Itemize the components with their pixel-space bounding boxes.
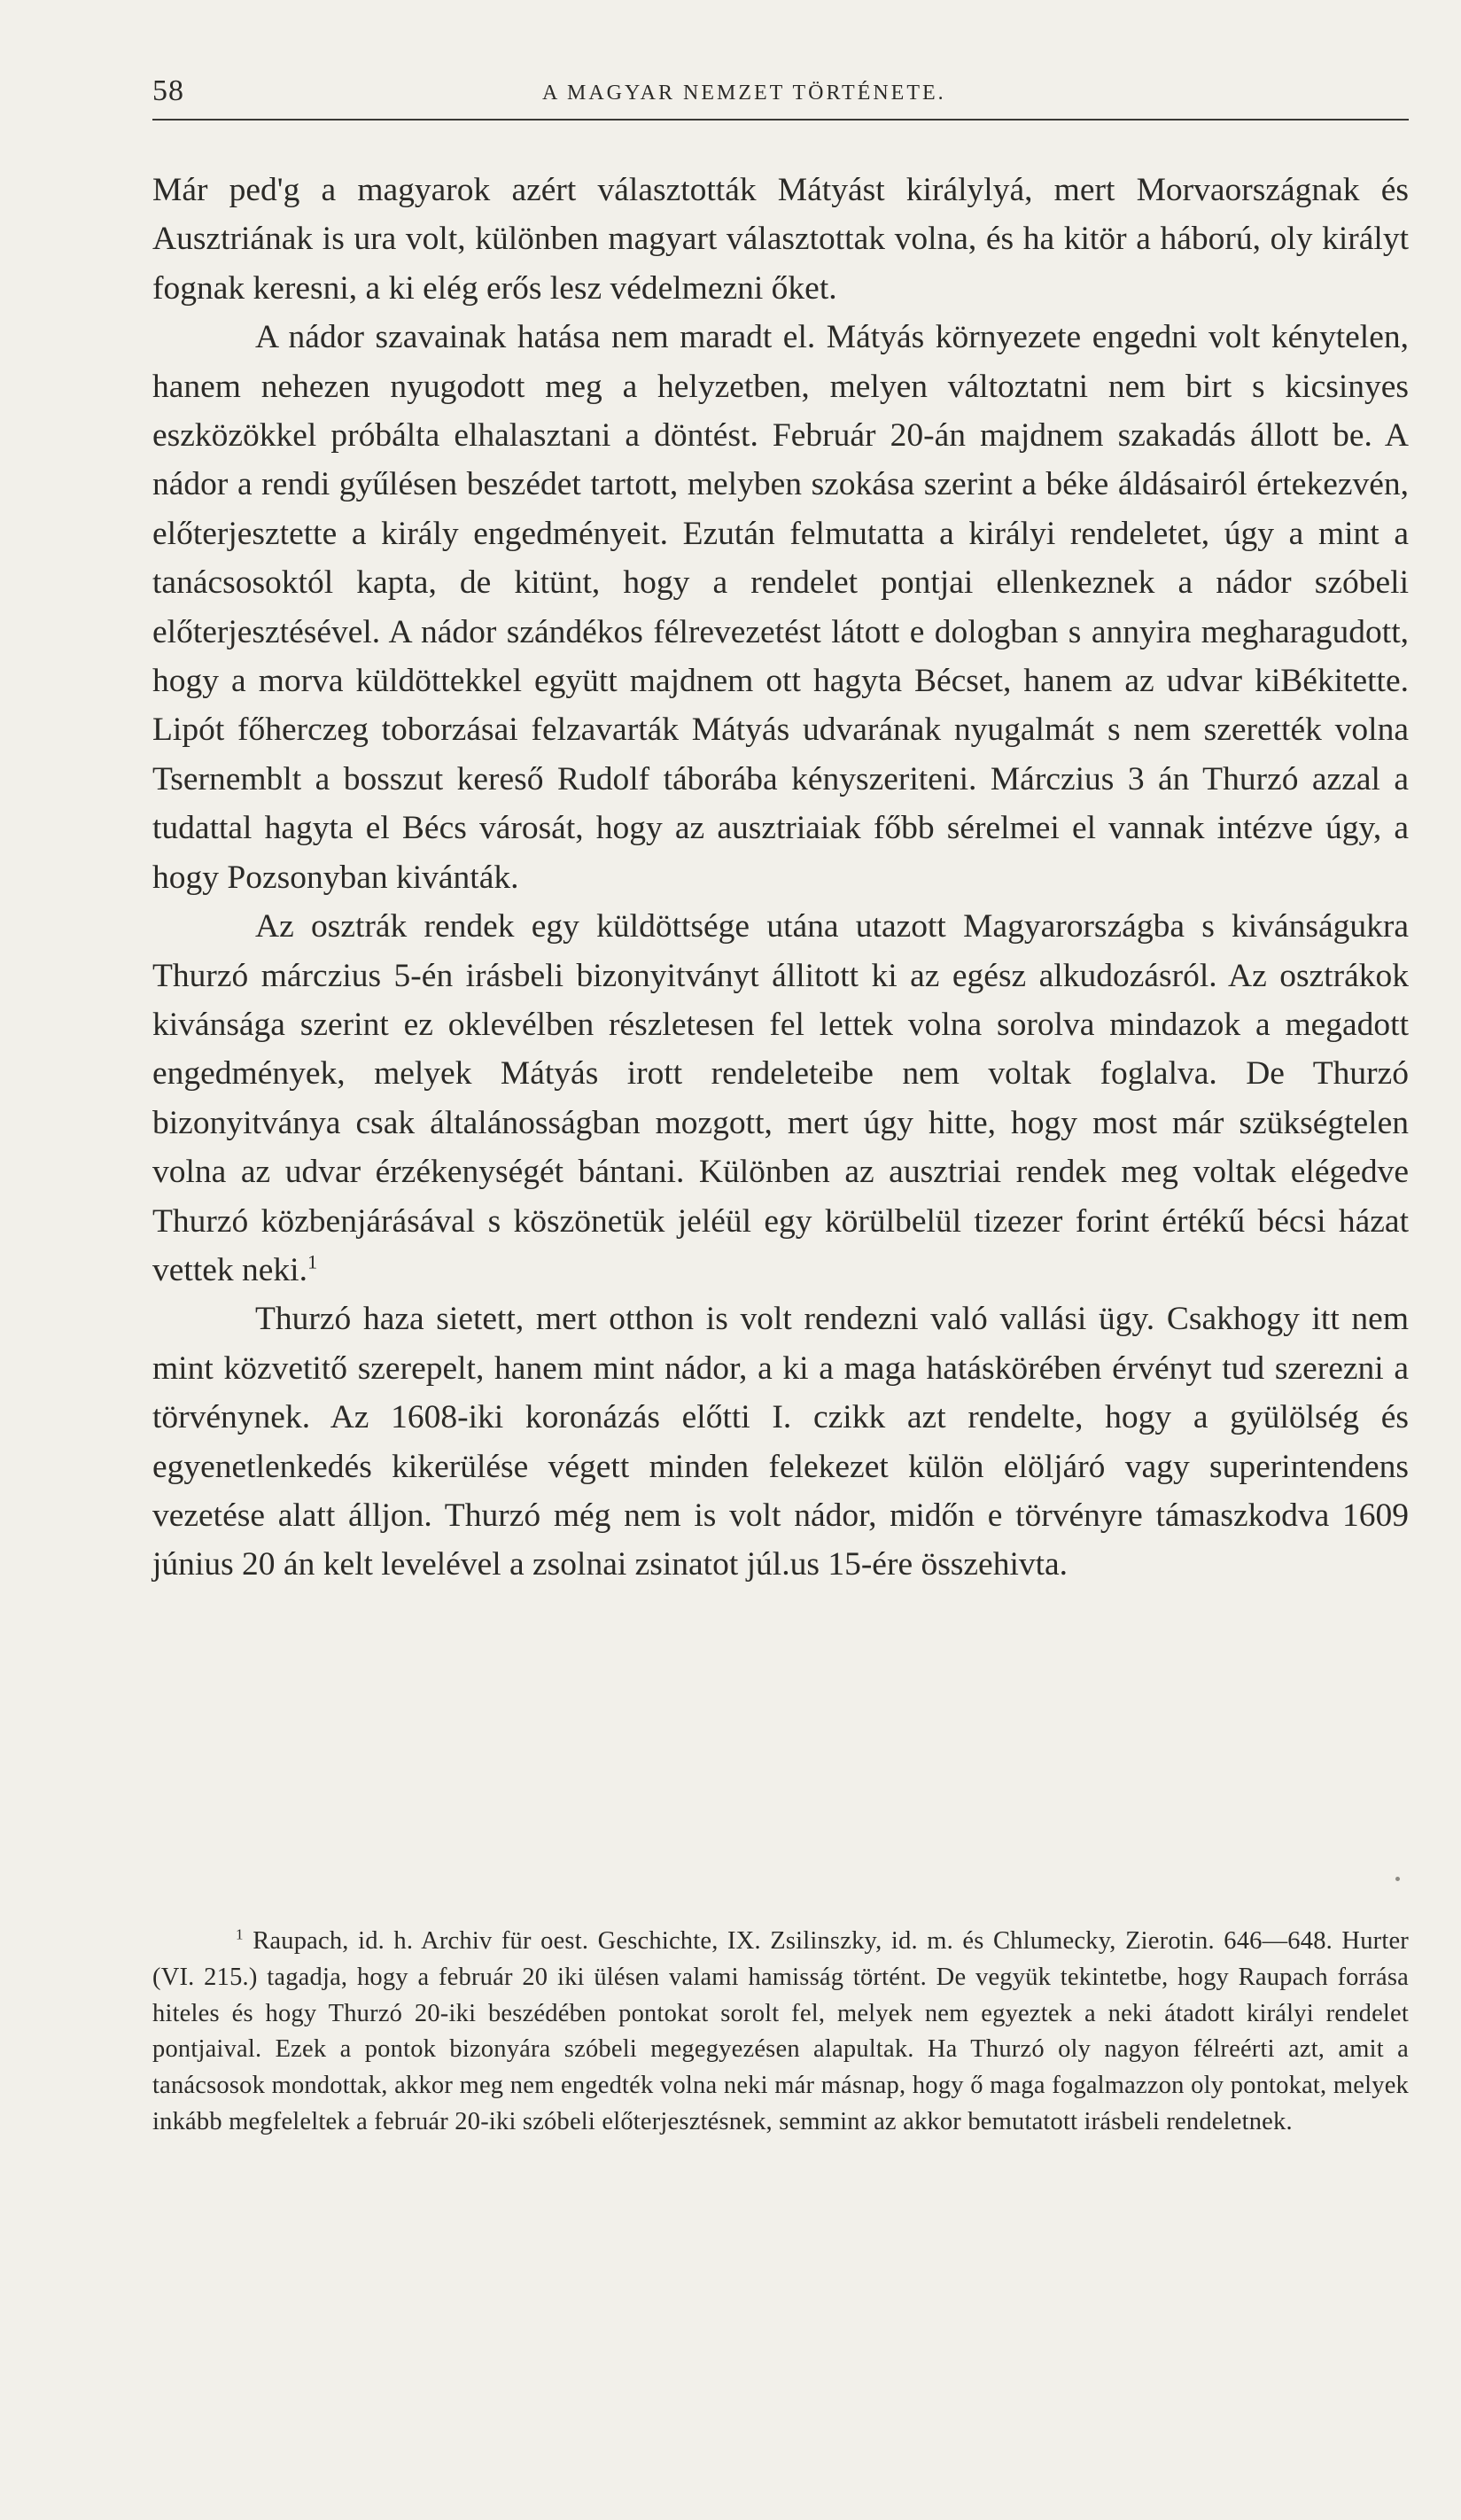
- footnote-separator-dot: [1395, 1877, 1400, 1881]
- paragraph: [152, 902, 1409, 1295]
- paragraph: A nádor szavainak hatása nem maradt el. Mátyás környezete engedni volt kénytelen, hanem nehezen nyugodott meg a helyzetben, melyen változtatni nem birt s kicsinyes eszközökkel próbálta elhalasztani a döntést. Február 20-án majdnem szakadás állott be. A nádor a rendi gyűlésen beszédet tartott, melyben szokása szerint a béke áldásairól értekezvén, előterjesztette a király engedményeit. Ezután felmutatta a királyi rendeletet, úgy a mint a tanácsosoktól kapta, de kitünt, hogy a rendelet pontjai ellenkeznek a nádor szóbeli előterjesztésével. A nádor szándékos félrevezetést látott e dologban s annyira megharagudott, hogy a morva küldöttekkel együtt majdnem ott hagyta Bécset, hanem az udvar kiBékitette. Lipót főherczeg toborzásai felzavarták Mátyás udvarának nyugalmát s nem szerették volna Tsernemblt a bosszut kereső Rudolf táborába kényszeriteni. Márczius 3 án Thurzó azzal a tudattal hagyta el Bécs városát, hogy az ausztriaiak főbb sérelmei el vannak intézve úgy, a hogy Pozsonyban kivánták.: [152, 319, 1409, 896]
- running-title: A MAGYAR NEMZET TÖRTÉNETE.: [542, 82, 946, 105]
- page-header: [152, 73, 1409, 121]
- paragraph: Thurzó haza sietett, mert otthon is volt rendezni való vallási ügy. Csakhogy itt nem mint közvetitő szerepelt, hanem mint nádor, a ki a maga hatáskörében érvényt tud szerezni a törvénynek. Az 1608-iki koronázás előtti I. czikk azt rendelte, hogy a gyülölség és egyenetlenkedés kikerülése végett minden felekezet külön elöljáró vagy superintendens vezetése alatt álljon. Thurzó még nem is volt nádor, midőn e törvényre támaszkodva 1609 június 20 án kelt levelével a zsolnai zsinatot júl.us 15-ére összehivta.: [152, 1301, 1409, 1583]
- footnotes: [152, 1924, 1409, 2141]
- page-number: 58: [152, 74, 184, 107]
- paragraph: Már ped'g a magyarok azért választották Mátyást királylyá, mert Morvaországnak és Ausztriának is ura volt, különben magyart választottak volna, és ha kitör a háború, oly királyt fognak keresni, a ki elég erős lesz védelmezni őket.: [152, 172, 1409, 307]
- footnote-marker: 1: [307, 1250, 318, 1273]
- main-text: [152, 166, 1409, 1590]
- paragraph-text: Az osztrák rendek egy küldöttsége utána utazott Magyarországba s kivánságukra Thurzó márczius 5-én irásbeli bizonyitványt állitott ki az egész alkudozásról. Az osztrákok kivánsága szerint ez oklevélben részletesen fel lettek volna sorolva mindazok a megadott engedmények, melyek Mátyás irott rendeleteibe nem voltak foglalva. De Thurzó bizonyitványa csak általánosságban mozgott, mert úgy hitte, hogy most már szükségtelen volna az udvar érzékenységét bántani. Különben az ausztriai rendek meg voltak elégedve Thurzó közbenjárásával s köszönetük jeléül egy körülbelül tizezer forint értékű bécsi házat vettek neki.: [152, 908, 1409, 1288]
- footnote: [152, 1924, 1409, 2141]
- footnote-text: Raupach, id. h. Archiv für oest. Geschichte, IX. Zsilinszky, id. m. és Chlumecky, Zierotin. 646—648. Hurter (VI. 215.) tagadja, hogy a február 20 iki ülésen valami hamisság történt. De vegyük tekintetbe, hogy Raupach forrása hiteles és hogy Thurzó 20-iki beszédében pontokat sorolt fel, melyek nem egyeztek a neki átadott királyi rendelet pontjaival. Ezek a pontok bizonyára szóbeli megegyezésen alapultak. Ha Thurzó oly nagyon félreérti azt, amit a tanácsosok mondottak, akkor meg nem engedték volna neki már másnap, hogy ő maga fogalmazzon oly pontokat, melyek inkább megfeleltek a február 20-iki szóbeli előterjesztésnek, semmint az akkor bemutatott irásbeli rendeletnek.: [152, 1927, 1409, 2135]
- footnote-number: 1: [236, 1925, 244, 1943]
